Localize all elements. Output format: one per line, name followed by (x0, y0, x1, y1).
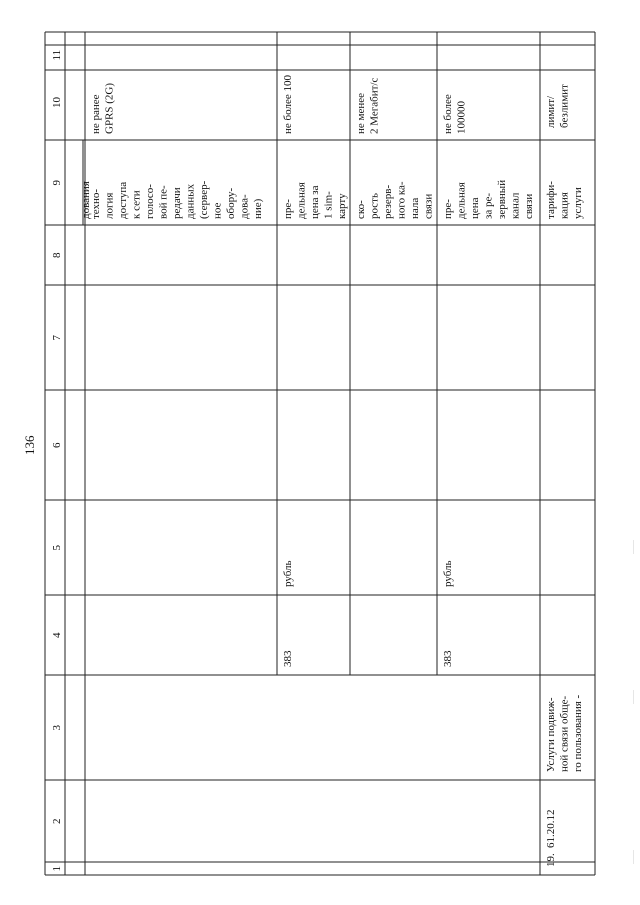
column-number: 8 (51, 252, 63, 258)
column-number: 4 (51, 632, 63, 638)
col9-text: не ранее (90, 94, 102, 134)
scan-artifact (633, 850, 634, 864)
col8-text: к сети (130, 190, 143, 219)
column-number: 7 (51, 335, 63, 341)
column-number: 11 (51, 49, 63, 61)
column-number: 10 (51, 97, 63, 108)
col8-header-fragment: дования (80, 181, 92, 219)
col8-text: логия (103, 192, 116, 219)
col8-text: вой пе- (157, 185, 170, 219)
col5-text: рубль (442, 560, 454, 587)
col8-text: пре- (282, 199, 294, 219)
scan-artifact (633, 690, 634, 704)
service-name: ной связи обще- (558, 695, 571, 772)
col9-text: 2 Мегабит/с (368, 77, 381, 134)
col8-text: обору- (225, 187, 237, 219)
col8-text: голосо- (144, 184, 156, 219)
column-number: 9 (51, 180, 63, 186)
col8-text: нала (409, 197, 421, 219)
col8-text: дельная (295, 182, 308, 219)
col8-text: ное (211, 202, 224, 219)
col5-text: рубль (282, 560, 294, 587)
col8-text: редачи (171, 187, 183, 219)
col9-text: не менее (355, 92, 367, 134)
col8-text: дова- (238, 194, 251, 219)
service-name: го пользования - (572, 694, 584, 772)
column-number: 1 (51, 866, 63, 872)
column-number: 3 (51, 725, 63, 731)
scan-artifact (633, 540, 634, 554)
col9-text: лимит/ (545, 95, 557, 128)
row-number: 19. (545, 853, 557, 867)
col8-text: дельная (455, 182, 468, 219)
col8-text: пре- (442, 199, 454, 219)
col4-text: 383 (282, 650, 294, 667)
col9-text: не более 100 (282, 75, 294, 134)
col9-text: GPRS (2G) (103, 82, 116, 134)
col8-text: данных (184, 183, 197, 219)
col9-text: безлимит (558, 84, 571, 128)
col8-text: тарифи- (545, 181, 557, 219)
column-number: 5 (51, 545, 63, 551)
col8-text: (сервер- (198, 180, 210, 219)
col8-text: ного ка- (395, 181, 408, 219)
col8-text: связи (422, 193, 435, 219)
page-number: 136 (22, 435, 37, 455)
col8-text: связи (523, 193, 535, 219)
col8-text: кация (558, 192, 571, 219)
col8-text: канал (509, 192, 522, 219)
col8-text: рость (368, 193, 381, 219)
col8-text: цена (469, 197, 481, 219)
col8-text: услуги (572, 187, 584, 219)
col9-text: 100000 (455, 101, 468, 134)
column-number: 2 (51, 818, 63, 824)
col8-text: карту (336, 193, 348, 219)
okpd-code: 61.20.12 (545, 809, 557, 848)
column-number: 6 (51, 442, 63, 448)
col8-text: техно- (90, 188, 102, 219)
col4-text: 383 (442, 650, 454, 667)
service-name: Услуги подвиж- (545, 697, 557, 772)
col9-text: не более (442, 94, 454, 134)
col8-text: ние) (252, 198, 264, 219)
col8-text: доступа (117, 181, 129, 219)
col8-text: цена за (309, 185, 321, 219)
col8-text: за ре- (482, 192, 495, 219)
col8-text: зервный (496, 179, 508, 219)
col8-text: 1 sim- (322, 191, 335, 219)
col8-text: резерв- (382, 184, 394, 219)
col8-text: ско- (355, 200, 367, 219)
